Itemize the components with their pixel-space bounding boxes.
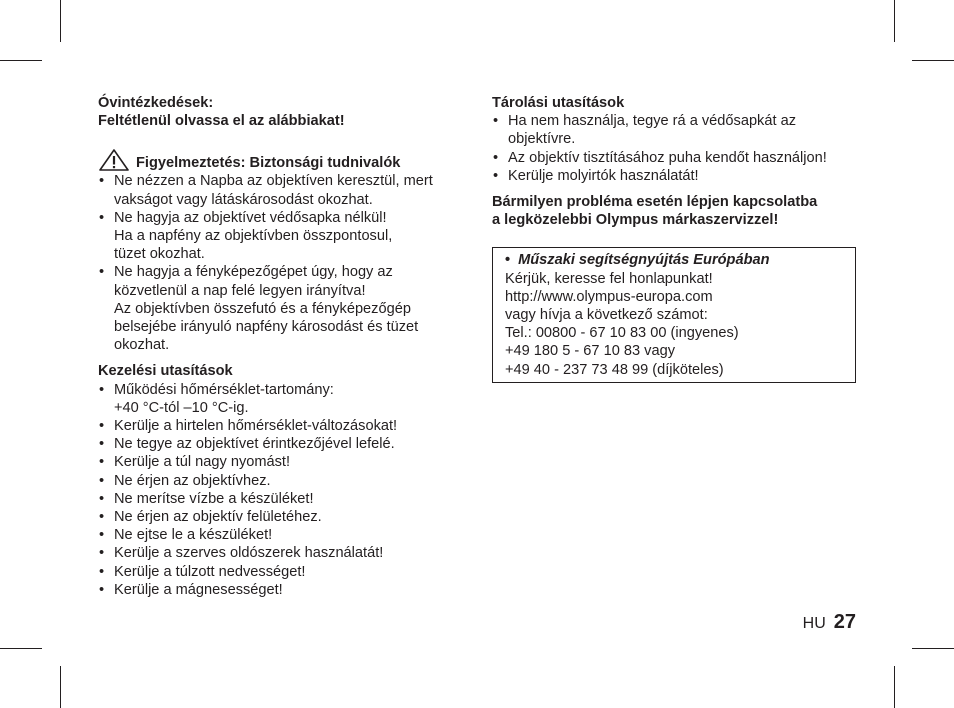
- handling-item-line: • Működési hőmérséklet-tartomány:: [114, 381, 334, 398]
- handling-item: [98, 472, 458, 490]
- warning-item-line: • Ne nézzen a Napba az objektíven keresztül, mert: [114, 173, 433, 190]
- handling-item-line: • Ne ejtse le a készüléket!: [114, 527, 273, 544]
- support-phone: Tel.: 00800 - 67 10 83 00 (ingyenes): [505, 325, 739, 342]
- warning-title: Figyelmeztetés: Biztonsági tudnivalók: [136, 155, 401, 172]
- warning-item-line: okozhat.: [114, 337, 170, 354]
- handling-item-line: • Kerülje a hirtelen hőmérséklet-változásokat!: [114, 418, 398, 435]
- left-column: [98, 94, 458, 599]
- storage-item-line: • Az objektív tisztításához puha kendőt használjon!: [508, 149, 827, 166]
- storage-item-line: • Kerülje molyirtók használatát!: [508, 167, 699, 184]
- handling-item-line: • Kerülje a túlzott nedvességet!: [114, 563, 306, 580]
- handling-item-line: +40 °C-tól –10 °C-ig.: [114, 399, 249, 416]
- handling-item-line: • Ne merítse vízbe a készüléket!: [114, 490, 314, 507]
- precautions-title: Óvintézkedések:: [98, 95, 214, 111]
- crop-mark: [60, 666, 61, 708]
- handling-item-line: • Kerülje a mágnesességet!: [114, 581, 283, 598]
- handling-item: [98, 563, 458, 581]
- storage-item: [492, 149, 856, 167]
- handling-item: [98, 526, 458, 544]
- handling-item: [98, 508, 458, 526]
- warning-list: [98, 172, 458, 354]
- crop-mark: [912, 648, 954, 649]
- handling-item: [98, 435, 458, 453]
- warning-heading: [98, 148, 458, 172]
- support-line: Kérjük, keresse fel honlapunkat!: [505, 270, 713, 287]
- precautions-subtitle: Feltétlenül olvassa el az alábbiakat!: [98, 113, 345, 130]
- handling-item: [98, 381, 458, 417]
- support-url[interactable]: http://www.olympus-europa.com: [505, 288, 713, 305]
- warning-item-line: Az objektívben összefutó és a fényképezőgép: [114, 300, 411, 317]
- storage-item-line: • Ha nem használja, tegye rá a védősapkát az: [508, 113, 796, 130]
- storage-title: Tárolási utasítások: [492, 95, 625, 111]
- crop-mark: [0, 648, 42, 649]
- storage-item: [492, 112, 856, 148]
- warning-item-line: közvetlenül a nap felé legyen irányítva!: [114, 282, 366, 299]
- warning-item-line: belsejébe irányuló napfény károsodást és tüzet: [114, 319, 419, 336]
- warning-item-line: Ha a napfény az objektívben összpontosul,: [114, 228, 393, 245]
- page-footer: [803, 611, 856, 634]
- page-number: 27: [833, 611, 856, 633]
- crop-mark: [894, 666, 895, 708]
- handling-item-line: • Kerülje a szerves oldószerek használatát!: [114, 545, 384, 562]
- storage-item-line: objektívre.: [508, 131, 576, 148]
- handling-item: [98, 581, 458, 599]
- problem-line-1: Bármilyen probléma esetén lépjen kapcsolatba: [492, 194, 818, 211]
- handling-title: Kezelési utasítások: [98, 363, 233, 380]
- crop-mark: [894, 0, 895, 42]
- warning-item: [98, 209, 458, 264]
- storage-list: [492, 112, 856, 185]
- warning-item: [98, 263, 458, 354]
- handling-item: [98, 490, 458, 508]
- crop-mark: [60, 0, 61, 42]
- handling-item-line: • Ne érjen az objektívhez.: [114, 472, 271, 489]
- handling-list: [98, 381, 458, 599]
- warning-item: [98, 172, 458, 208]
- language-code: HU: [802, 615, 826, 632]
- handling-item-line: • Kerülje a túl nagy nyomást!: [114, 454, 291, 471]
- warning-item-line: vakságot vagy látáskárosodást okozhat.: [114, 191, 373, 208]
- handling-item: [98, 544, 458, 562]
- crop-mark: [0, 60, 42, 61]
- warning-item-line: tüzet okozhat.: [114, 246, 205, 263]
- support-phone: +49 40 - 237 73 48 99 (díjköteles): [505, 361, 724, 378]
- warning-item-line: • Ne hagyja az objektívet védősapka nélkül!: [114, 209, 387, 226]
- problem-line-2: a legközelebbi Olympus márkaszervizzel!: [492, 212, 779, 229]
- warning-item-line: • Ne hagyja a fényképezőgépet úgy, hogy az: [114, 264, 393, 281]
- bullet: •: [505, 252, 511, 269]
- handling-item-line: • Ne érjen az objektív felületéhez.: [114, 509, 322, 526]
- crop-mark: [912, 60, 954, 61]
- warning-triangle-icon: [98, 148, 130, 172]
- right-column: [492, 94, 856, 383]
- handling-item-line: • Ne tegye az objektívet érintkezőjével lefelé.: [114, 436, 395, 453]
- support-phone: +49 180 5 - 67 10 83 vagy: [505, 343, 675, 360]
- support-box-title-row: [505, 251, 843, 269]
- support-box: [492, 247, 856, 382]
- support-box-title: Műszaki segítségnyújtás Európában: [518, 252, 770, 269]
- storage-item: [492, 167, 856, 185]
- handling-item: [98, 417, 458, 435]
- support-line: vagy hívja a következő számot:: [505, 307, 708, 324]
- handling-item: [98, 453, 458, 471]
